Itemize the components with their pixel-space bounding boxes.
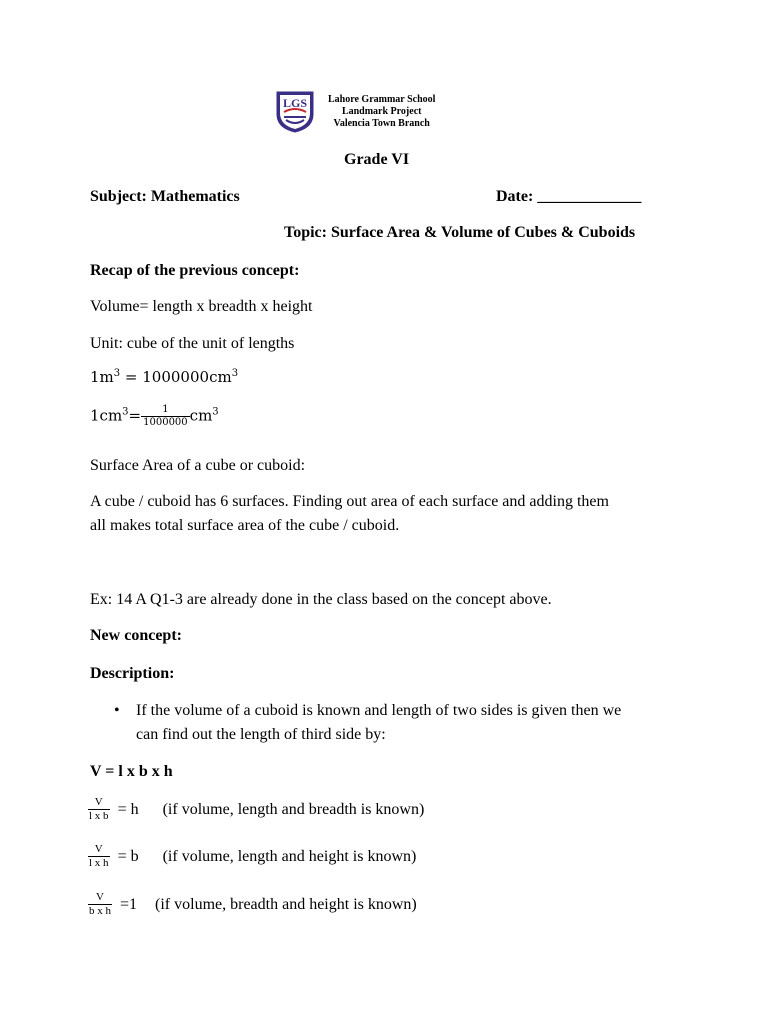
- rule-row: $\frac{V}{\text{l x h}}$ = b (if volume, length and height is known): [89, 843, 417, 869]
- project-name: Landmark Project: [341, 106, 422, 117]
- subject-line: Subject: Mathematics: [90, 188, 240, 205]
- bullet-line-2: can find out the length of third side by:: [136, 726, 386, 743]
- exercise-line: Ex: 14 A Q1-3 are already done in the class based on the concept above.: [90, 591, 552, 608]
- rule-fraction: $\frac{V}{\text{l x b}}$: [89, 796, 109, 822]
- rule-fraction: $\frac{V}{\text{b x h}}$: [89, 891, 111, 917]
- surface-heading: Surface Area of a cube or cuboid:: [90, 457, 306, 474]
- school-logo: [274, 90, 316, 134]
- surface-paragraph-line-2: all makes total surface area of the cube / cuboid.: [90, 517, 400, 534]
- topic-line: Topic: Surface Area & Volume of Cubes & Cuboids: [284, 224, 636, 241]
- school-crest-icon: [274, 90, 316, 134]
- conversion-cm3: $1cm^3=$ $\frac{1}{1000000}$ $cm^3$: [90, 404, 219, 428]
- rule-fraction: $\frac{V}{\text{l x h}}$: [89, 843, 109, 869]
- rule-row: $\frac{V}{\text{l x b}}$ = h (if volume, length and breadth is known): [89, 796, 425, 822]
- date-line: Date: _____________: [496, 188, 642, 205]
- branch-name: Valencia Town Branch: [333, 118, 430, 129]
- rule-row: $\frac{V}{\text{b x h}}$ =1 (if volume, breadth and height is known): [89, 891, 417, 917]
- bullet-dot-icon: •: [114, 702, 120, 719]
- surface-paragraph-line-1: A cube / cuboid has 6 surfaces. Finding out area of each surface and adding them: [90, 493, 609, 510]
- unit-line: Unit: cube of the unit of lengths: [90, 335, 295, 352]
- description-heading: Description:: [90, 665, 175, 682]
- v-formula: V = l x b x h: [90, 763, 173, 780]
- svg-text:LGS: LGS: [282, 96, 308, 110]
- fraction: $\frac{1}{1000000}$: [143, 404, 188, 428]
- recap-heading: Recap of the previous concept:: [90, 262, 300, 279]
- new-concept-heading: New concept:: [90, 627, 182, 644]
- volume-formula: Volume= length x breadth x height: [90, 298, 313, 315]
- grade-title: Grade VI: [344, 151, 410, 168]
- school-name: Lahore Grammar School: [328, 94, 436, 105]
- school-info: [328, 94, 435, 130]
- conversion-m3: $1m^3 = 1000000cm^3$: [90, 368, 239, 386]
- bullet-line-1: If the volume of a cuboid is known and length of two sides is given then we: [136, 702, 622, 719]
